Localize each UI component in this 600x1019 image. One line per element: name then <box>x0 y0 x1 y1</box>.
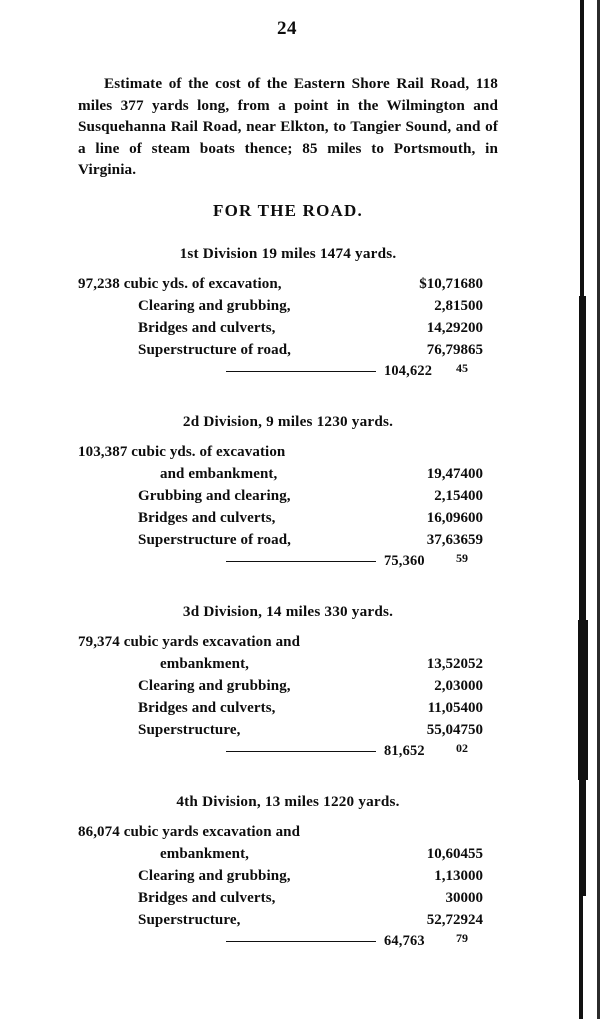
cost-item-amount: 13,520 <box>426 655 468 672</box>
cost-item-cents: 00 <box>468 889 483 906</box>
division-total-amount: 64,763 <box>384 932 425 949</box>
scan-artifact-bar <box>579 296 586 626</box>
cost-item-label: Bridges and culverts, <box>138 889 276 906</box>
cost-item-amount: 16,096 <box>426 509 468 526</box>
table-row <box>78 631 498 653</box>
scan-artifact-bar <box>578 620 588 780</box>
cost-item-label: Superstructure, <box>138 721 241 738</box>
cost-item-amount: 14,292 <box>426 319 468 336</box>
cost-item-cents: 80 <box>468 275 483 292</box>
cost-item-cents: 00 <box>468 677 483 694</box>
division-heading: 3d Division, 14 miles 330 yards. <box>182 602 394 620</box>
cost-item-cents <box>468 631 498 653</box>
scan-artifact-bar <box>580 0 584 300</box>
division-heading: 2d Division, 9 miles 1230 yards. <box>182 412 394 430</box>
division-block <box>78 793 498 959</box>
division-total-cents: 45 <box>456 360 468 375</box>
cost-item-cents <box>468 441 498 463</box>
cost-item-label: Bridges and culverts, <box>138 319 276 336</box>
scan-edge-gutter <box>574 0 600 1019</box>
cost-item-label: Superstructure, <box>138 911 241 928</box>
table-row <box>78 317 498 339</box>
table-row <box>78 909 498 931</box>
division-total-amount: 104,622 <box>384 362 433 379</box>
cost-item-amount: 300 <box>445 889 468 906</box>
cost-item-amount: $10,716 <box>419 275 468 292</box>
table-row <box>78 273 498 295</box>
cost-item-cents: 00 <box>468 297 483 314</box>
division-total-row <box>78 360 498 389</box>
cost-table <box>78 821 498 931</box>
cost-item-cents: 00 <box>468 465 483 482</box>
total-rule <box>226 371 376 372</box>
cost-item-amount: 2,030 <box>434 677 468 694</box>
cost-item-label: embankment, <box>160 845 250 862</box>
cost-item-label: 103,387 cubic yds. of excavation <box>78 443 286 460</box>
cost-item-label: Superstructure of road, <box>138 531 291 548</box>
cost-item-cents: 24 <box>468 911 483 928</box>
cost-table <box>78 631 498 741</box>
cost-item-cents: 50 <box>468 721 483 738</box>
division-heading: 1st Division 19 miles 1474 yards. <box>179 244 397 262</box>
table-row <box>78 507 498 529</box>
total-rule <box>226 561 376 562</box>
cost-item-label: Superstructure of road, <box>138 341 291 358</box>
table-row <box>78 865 498 887</box>
cost-item-cents: 59 <box>468 531 483 548</box>
cost-item-label: 86,074 cubic yards excavation and <box>78 823 301 840</box>
cost-item-cents: 55 <box>468 845 483 862</box>
division-total-row <box>78 740 498 769</box>
divisions-container <box>78 245 498 959</box>
cost-item-label: embankment, <box>160 655 250 672</box>
table-row <box>78 675 498 697</box>
cost-table <box>78 441 498 551</box>
division-total-amount: 81,652 <box>384 742 425 759</box>
total-rule <box>226 941 376 942</box>
table-row <box>78 441 498 463</box>
cost-item-amount <box>356 441 468 463</box>
cost-item-cents: 65 <box>468 341 483 358</box>
table-row <box>78 485 498 507</box>
cost-item-amount <box>356 821 468 843</box>
table-row <box>78 719 498 741</box>
division-heading: 4th Division, 13 miles 1220 yards. <box>176 792 400 810</box>
table-row <box>78 653 498 675</box>
division-block <box>78 245 498 389</box>
division-total-row <box>78 550 498 579</box>
section-heading-for-the-road: FOR THE ROAD. <box>213 200 363 220</box>
cost-item-label: and embankment, <box>160 465 278 482</box>
division-block <box>78 413 498 579</box>
cost-item-cents: 00 <box>468 699 483 716</box>
cost-item-amount: 2,815 <box>434 297 468 314</box>
table-row <box>78 843 498 865</box>
cost-item-cents: 00 <box>468 867 483 884</box>
cost-item-label: Clearing and grubbing, <box>138 677 291 694</box>
cost-item-amount: 37,636 <box>426 531 468 548</box>
division-total-amount: 75,360 <box>384 552 425 569</box>
cost-item-amount: 2,154 <box>434 487 468 504</box>
cost-item-label: Clearing and grubbing, <box>138 297 291 314</box>
total-rule <box>226 751 376 752</box>
cost-item-label: Bridges and culverts, <box>138 509 276 526</box>
cost-item-amount: 10,604 <box>426 845 468 862</box>
table-row <box>78 295 498 317</box>
table-row <box>78 463 498 485</box>
cost-item-amount: 76,798 <box>426 341 468 358</box>
cost-item-label: Bridges and culverts, <box>138 699 276 716</box>
cost-item-amount: 11,054 <box>427 699 468 716</box>
division-total-cents: 02 <box>456 740 468 755</box>
cost-item-label: Clearing and grubbing, <box>138 867 291 884</box>
page-content <box>78 58 498 961</box>
cost-table <box>78 273 498 361</box>
table-row <box>78 821 498 843</box>
cost-item-cents: 00 <box>468 319 483 336</box>
scan-artifact-bar <box>579 892 583 1019</box>
division-block <box>78 603 498 769</box>
cost-item-label: Grubbing and clearing, <box>138 487 291 504</box>
cost-item-amount <box>356 631 468 653</box>
cost-item-cents <box>468 821 498 843</box>
table-row <box>78 697 498 719</box>
cost-item-amount: 1,130 <box>434 867 468 884</box>
division-total-cents: 59 <box>456 550 468 565</box>
division-total-cents: 79 <box>456 930 468 945</box>
cost-item-amount: 55,047 <box>426 721 468 738</box>
cost-item-label: 79,374 cubic yards excavation and <box>78 633 301 650</box>
estimate-intro-paragraph: Estimate of the cost of the Eastern Shore Rail Road, 118 miles 377 yards long, from a point in the Wilmington and Susquehanna Rail Road, near Elkton, to Tangier Sound, and of a line of steam boats thence; 85 miles to Portsmouth, in Virginia. <box>78 75 498 179</box>
division-total-row <box>78 930 498 959</box>
cost-item-amount: 52,729 <box>426 911 468 928</box>
cost-item-amount: 19,474 <box>426 465 468 482</box>
table-row <box>78 887 498 909</box>
scan-artifact-bar <box>579 776 586 896</box>
cost-item-cents: 00 <box>468 487 483 504</box>
table-row <box>78 339 498 361</box>
cost-item-label: 97,238 cubic yds. of excavation, <box>78 275 282 292</box>
page-number: 24 <box>277 18 297 39</box>
cost-item-cents: 52 <box>468 655 483 672</box>
table-row <box>78 529 498 551</box>
cost-item-cents: 00 <box>468 509 483 526</box>
